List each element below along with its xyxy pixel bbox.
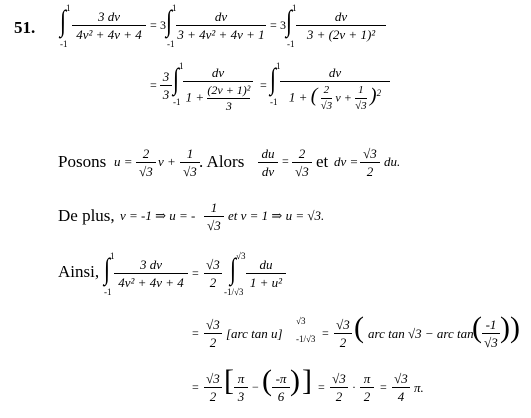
inner-left-paren: ( — [472, 311, 482, 344]
integrand-fraction: dv 3 + 4v² + 4v + 1 — [177, 9, 265, 42]
fraction: π 2 — [360, 371, 374, 404]
fraction: 2 √3 — [292, 146, 312, 179]
derivative-fraction: du dv — [258, 146, 278, 179]
coefficient: 3 — [280, 18, 286, 32]
integrand-fraction: 3 dv 4v² + 4v + 4 — [114, 257, 188, 290]
equals-sign: = — [322, 326, 329, 340]
posons-label: Posons — [58, 152, 107, 171]
pi-end: π. — [414, 380, 424, 395]
integrand-fraction: du 1 + u² — [246, 257, 286, 290]
dot: · — [352, 380, 356, 394]
minus-sign: − — [252, 380, 259, 394]
integral-sign: ∫ — [166, 3, 173, 38]
integral-sign: ∫ — [60, 3, 67, 38]
equals-sign: = — [270, 18, 277, 32]
integral-sign: ∫ — [270, 61, 277, 96]
fraction: √3 2 — [360, 146, 380, 179]
right-bracket: ] — [302, 364, 312, 397]
coefficient-fraction: √3 2 — [204, 371, 222, 404]
fraction: 1 √3 — [204, 200, 224, 233]
equals-sign: = — [192, 326, 199, 340]
fraction: 2 √3 — [136, 146, 156, 179]
inner-right-paren: ) — [500, 311, 510, 344]
equals-sign: = — [192, 266, 199, 280]
u-equals: u = — [114, 154, 133, 169]
upper-limit: 1 — [179, 61, 184, 71]
equals-sign: = — [282, 154, 289, 168]
left-bracket: [ — [224, 364, 234, 397]
fraction: √3 2 — [330, 371, 348, 404]
lower-limit: -1/√3 — [224, 287, 244, 297]
coefficient-fraction: √3 2 — [334, 317, 352, 350]
substitution-b: et v = 1 ⇒ u = √3. — [228, 208, 325, 223]
bracket-lower: -1/√3 — [296, 334, 316, 344]
coefficient-fraction: 3 3 — [160, 69, 172, 102]
fraction: 1 √3 — [180, 146, 200, 179]
integral-sign: ∫ — [230, 251, 237, 286]
one-plus: 1 + — [288, 89, 308, 105]
fraction: √3 4 — [392, 371, 410, 404]
one-plus: 1 + — [185, 89, 205, 105]
right-paren: ) — [510, 311, 520, 344]
right-paren: ) — [290, 364, 300, 397]
coefficient-fraction: √3 2 — [204, 257, 222, 290]
left-paren: ( — [262, 364, 272, 397]
fraction: -π 6 — [272, 371, 290, 404]
lower-limit: -1 — [167, 39, 175, 49]
lower-limit: -1 — [287, 39, 295, 49]
fraction: π 3 — [234, 371, 248, 404]
fraction: -1 √3 — [482, 317, 500, 350]
upper-limit: 1 — [276, 61, 281, 71]
equals-sign: = — [380, 380, 387, 394]
left-paren: ( — [354, 311, 364, 344]
lower-limit: -1 — [270, 97, 278, 107]
arctan-expression: arc tan √3 − arc tan — [368, 326, 474, 341]
coefficient-fraction: √3 2 — [204, 317, 222, 350]
integral-sign: ∫ — [173, 61, 180, 96]
dv-equals: dv = — [334, 154, 359, 169]
upper-limit: √3 — [236, 251, 246, 261]
du-end: du. — [384, 154, 401, 169]
deplus-label: De plus, — [58, 206, 115, 225]
equals-sign: = — [260, 78, 267, 92]
integral-sign: ∫ — [286, 3, 293, 38]
equals-sign: = — [150, 18, 157, 32]
integrand-fraction: dv 3 + (2v + 1)² — [296, 9, 386, 42]
substitution-a: v = -1 ⇒ u = - — [120, 208, 196, 223]
bracket-expression: [arc tan u] — [226, 326, 283, 341]
v-plus: v + — [158, 154, 176, 169]
equals-sign: = — [192, 380, 199, 394]
et-text: et — [316, 152, 329, 171]
upper-limit: 1 — [66, 3, 71, 13]
integral-sign: ∫ — [104, 251, 111, 286]
bracket-upper: √3 — [296, 316, 306, 326]
problem-number: 51. — [14, 18, 36, 37]
equals-sign: = — [318, 380, 325, 394]
ainsi-label: Ainsi, — [58, 262, 100, 281]
lower-limit: -1 — [173, 97, 181, 107]
upper-limit: 1 — [292, 3, 297, 13]
lower-limit: -1 — [104, 287, 112, 297]
lower-limit: -1 — [60, 39, 68, 49]
outer-fraction: dv 1 + ( $\frac{2}{√3}$ v + $\frac{1}{√3}$ )$^2$ — [280, 65, 390, 114]
alors-text: . Alors — [199, 152, 245, 171]
upper-limit: 1 — [172, 3, 177, 13]
upper-limit: 1 — [110, 251, 115, 261]
coefficient: 3 — [160, 18, 166, 32]
equals-sign: = — [150, 78, 157, 92]
outer-fraction: dv 1 + $\frac{\text{(2v + 1)²}}{3}$ — [183, 65, 253, 114]
integrand-fraction: 3 dv 4v² + 4v + 4 — [72, 9, 146, 42]
